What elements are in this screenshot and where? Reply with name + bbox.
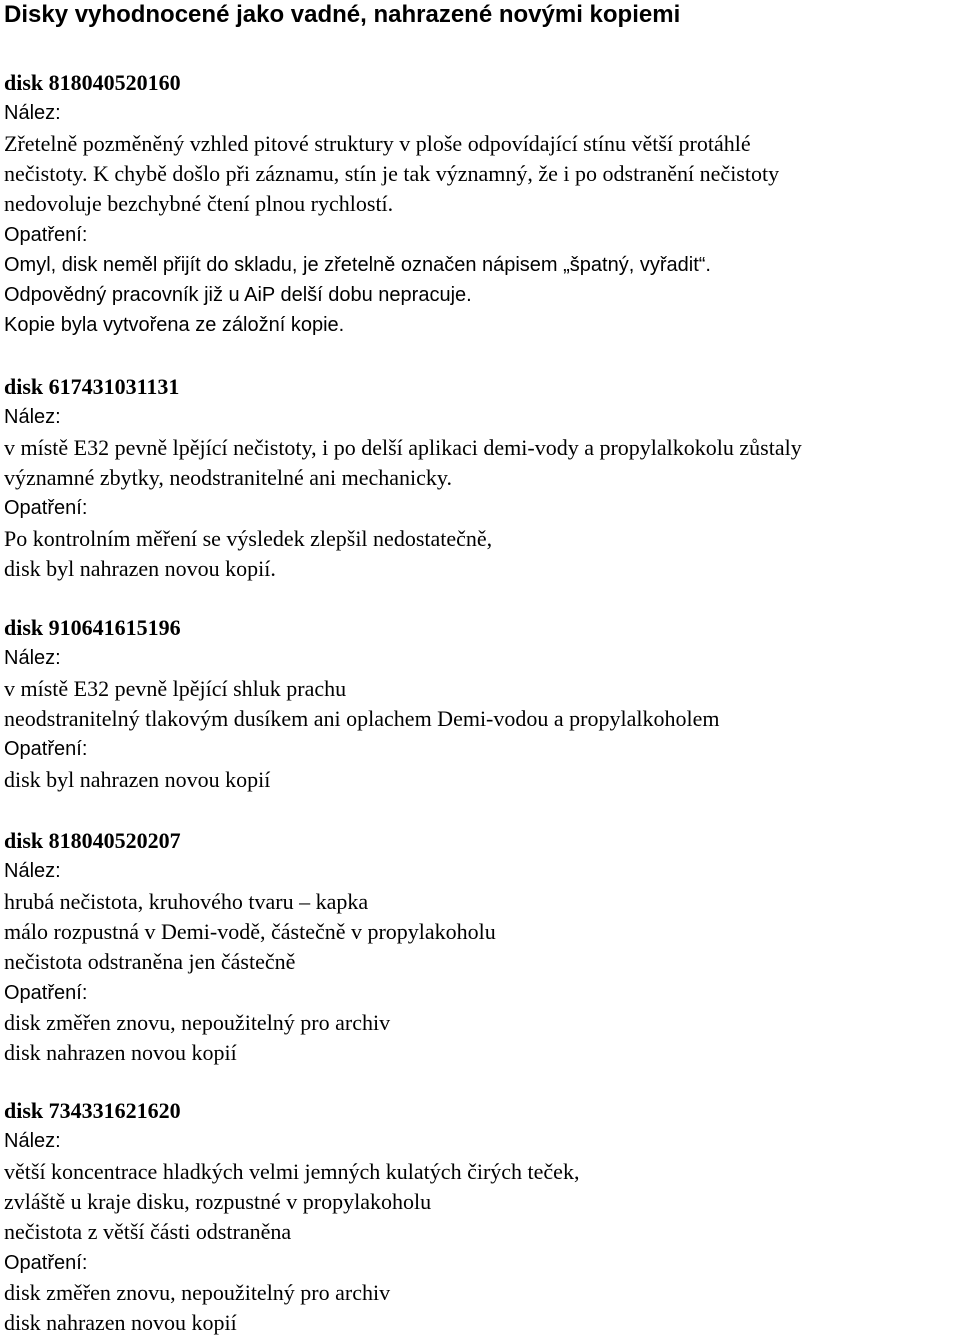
finding-text: zvláště u kraje disku, rozpustné v propylakoholu <box>4 1188 432 1214</box>
finding-label: Nález: <box>4 647 61 670</box>
action-text: Omyl, disk neměl přijít do skladu, je zřetelně označen nápisem „špatný, vyřadit“. <box>4 253 711 276</box>
finding-text: málo rozpustná v Demi-vodě, částečně v propylakoholu <box>4 918 496 944</box>
disk-id: disk 818040520207 <box>4 828 181 853</box>
finding-text: v místě E32 pevně lpějící nečistoty, i po delší aplikaci demi-vody a propylalkokolu zůstaly <box>4 434 802 460</box>
finding-label: Nález: <box>4 102 61 125</box>
action-text: Odpovědný pracovník již u AiP delší dobu nepracuje. <box>4 284 472 307</box>
action-text: Kopie byla vytvořena ze záložní kopie. <box>4 314 345 337</box>
action-label: Opatření: <box>4 738 88 761</box>
disk-id: disk 818040520160 <box>4 70 181 95</box>
action-text: disk nahrazen novou kopií <box>4 1040 237 1066</box>
finding-text: hrubá nečistota, kruhového tvaru – kapka <box>4 888 369 914</box>
action-label: Opatření: <box>4 1251 88 1274</box>
finding-text: větší koncentrace hladkých velmi jemných kulatých čirých teček, <box>4 1158 580 1184</box>
action-label: Opatření: <box>4 497 88 520</box>
disk-id: disk 734331621620 <box>4 1098 181 1123</box>
action-text: disk změřen znovu, nepoužitelný pro archiv <box>4 1009 391 1035</box>
action-label: Opatření: <box>4 981 88 1004</box>
action-text: disk byl nahrazen novou kopií <box>4 766 271 792</box>
finding-label: Nález: <box>4 860 61 883</box>
finding-text: nečistota z větší části odstraněna <box>4 1219 292 1245</box>
disk-id: disk 910641615196 <box>4 615 181 640</box>
finding-text: Zřetelně pozměněný vzhled pitové struktury v ploše odpovídající stínu větší protáhlé <box>4 130 751 156</box>
action-text: disk nahrazen novou kopií <box>4 1310 237 1336</box>
disk-id: disk 617431031131 <box>4 374 180 399</box>
page-title: Disky vyhodnocené jako vadné, nahrazené novými kopiemi <box>4 1 681 28</box>
action-label: Opatření: <box>4 223 88 246</box>
finding-text: v místě E32 pevně lpějící shluk prachu <box>4 675 347 701</box>
action-text: disk byl nahrazen novou kopií. <box>4 555 276 581</box>
finding-label: Nález: <box>4 1130 61 1153</box>
finding-text: nečistoty. K chybě došlo při záznamu, stín je tak významný, že i po odstranění nečistoty <box>4 160 780 186</box>
finding-text: významné zbytky, neodstranitelné ani mechanicky. <box>4 464 452 490</box>
finding-text: nečistota odstraněna jen částečně <box>4 949 296 975</box>
finding-text: nedovoluje bezchybné čtení plnou rychlostí. <box>4 191 394 217</box>
action-text: disk změřen znovu, nepoužitelný pro archiv <box>4 1279 391 1305</box>
finding-label: Nález: <box>4 406 61 429</box>
finding-text: neodstranitelný tlakovým dusíkem ani oplachem Demi-vodou a propylalkoholem <box>4 705 720 731</box>
action-text: Po kontrolním měření se výsledek zlepšil nedostatečně, <box>4 525 493 551</box>
